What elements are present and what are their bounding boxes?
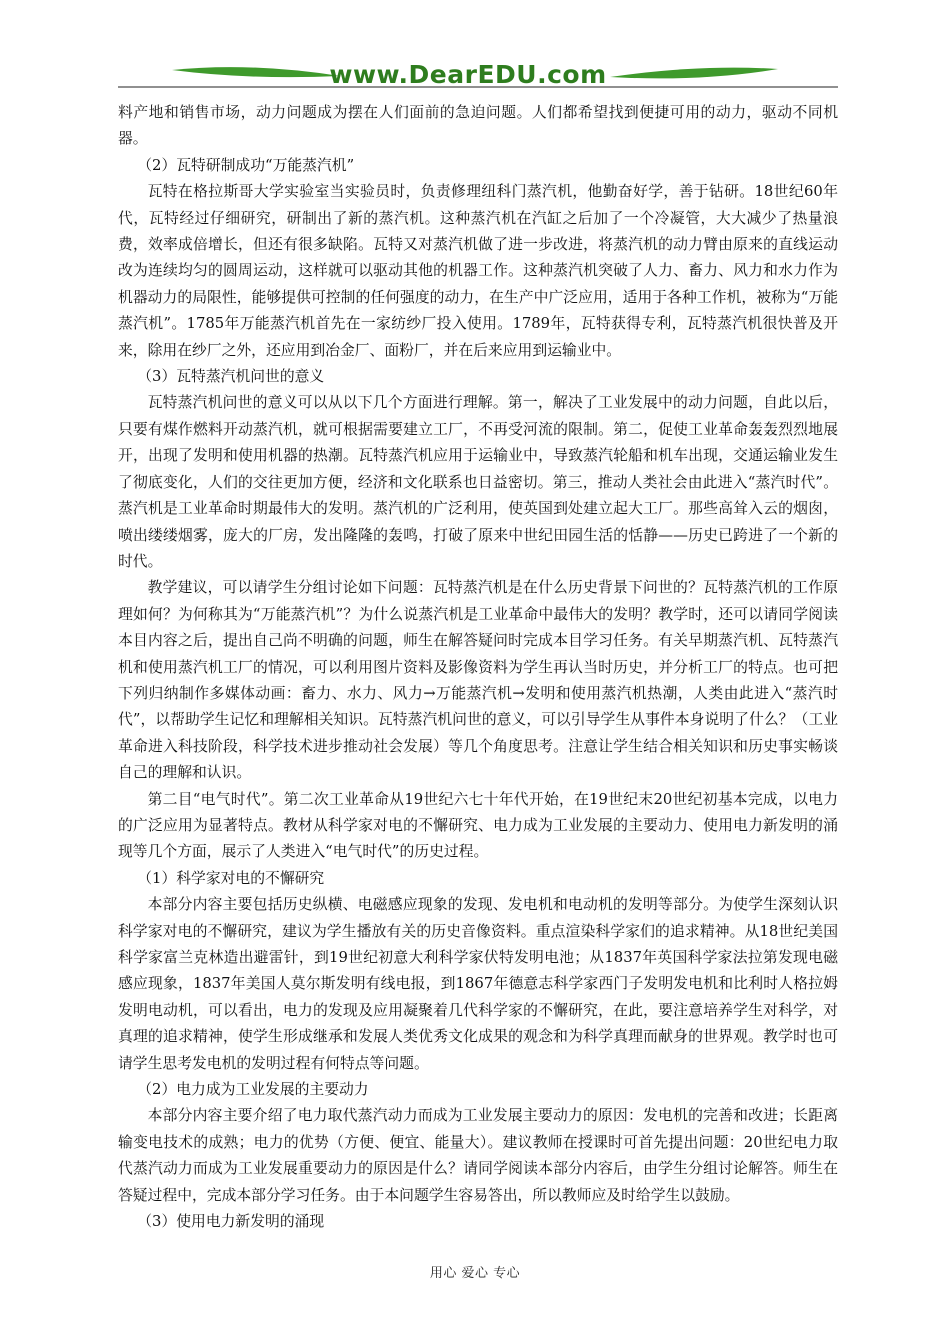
body-paragraph: 瓦特蒸汽机问世的意义可以从以下几个方面进行理解。第一，解决了工业发展中的动力问题，自此以后，只要有煤作燃料开动蒸汽机，就可根据需要建立工厂，不再受河流的限制。第二，促使工业革命轰轰烈烈地展开，出现了发明和使用机器的热潮。瓦特蒸汽机应用于运输业中，导致蒸汽轮船和机车出现，交通运输业发生了彻底变化，人们的交往更加方便，经济和文化联系也日益密切。第三，推动人类社会由此进入“蒸汽时代”。蒸汽机是工业革命时期最伟大的发明。蒸汽机的广泛利用，使英国到处建立起大工厂。那些高耸入云的烟囱，喷出缕缕烟雾，庞大的厂房，发出隆隆的轰鸣，打破了原来中世纪田园生活的恬静——历史已跨进了一个新的时代。 [118, 394, 838, 570]
section-heading: （3）使用电力新发明的涌现 [137, 1213, 325, 1231]
body-paragraph: 本部分内容主要包括历史纵横、电磁感应现象的发现、发电机和电动机的发明等部分。为使学生深刻认识科学家对电的不懈研究，建议为学生播放有关的历史音像资料。重点渲染科学家们的追求精神。从18世纪美国科学家富兰克林造出避雷针，到19世纪初意大利科学家伏特发明电池；从1837年英国科学家法拉第发现电磁感应现象，1837年美国人莫尔斯发明有线电报，到1867年德意志科学家西门子发明发电机和比利时人格拉姆发明电动机，可以看出，电力的发现及应用凝聚着几代科学家的不懈研究，在此，要注意培养学生对科学，对真理的追求精神，使学生形成继承和发展人类优秀文化成果的观念和为科学真理而献身的世界观。教学时也可请学生思考发电机的发明过程有何特点等问题。 [118, 896, 838, 1072]
document-body [118, 100, 838, 1235]
body-paragraph: 教学建议，可以请学生分组讨论如下问题：瓦特蒸汽机是在什么历史背景下问世的？瓦特蒸汽机的工作原理如何？为何称其为“万能蒸汽机”？为什么说蒸汽机是工业革命中最伟大的发明？教学时，还可以请同学阅读本目内容之后，提出自己尚不明确的问题，师生在解答疑问时完成本目学习任务。有关早期蒸汽机、瓦特蒸汽机和使用蒸汽机工厂的情况，可以利用图片资料及影像资料为学生再认当时历史，并分析工厂的特点。也可把下列归纳制作多媒体动画：畜力、水力、风力→万能蒸汽机→发明和使用蒸汽机热潮，人类由此进入“蒸汽时代”，以帮助学生记忆和理解相关知识。瓦特蒸汽机问世的意义，可以引导学生从事件本身说明了什么？（工业革命进入科技阶段，科学技术进步推动社会发展）等几个角度思考。注意让学生结合相关知识和历史事实畅谈自己的理解和认识。 [118, 579, 838, 782]
section-heading: （1）科学家对电的不懈研究 [137, 869, 325, 887]
site-logo-text: www.DearEDU.com [329, 60, 607, 89]
left-green-swoosh [172, 67, 340, 77]
page-footer: 用心 爱心 专心 [429, 1266, 521, 1281]
body-paragraph: 料产地和销售市场，动力问题成为摆在人们面前的急迫问题。人们都希望找到便捷可用的动力，驱动不同机器。 [118, 104, 838, 148]
section-heading: （2）瓦特研制成功“万能蒸汽机” [137, 156, 355, 174]
right-green-swoosh [610, 68, 778, 79]
body-paragraph: 本部分内容主要介绍了电力取代蒸汽动力而成为工业发展主要动力的原因：发电机的完善和改进；长距离输变电技术的成熟；电力的优势（方便、便宜、能量大）。建议教师在授课时可首先提出问题：20世纪电力取代蒸汽动力而成为工业发展重要动力的原因是什么？请同学阅读本部分内容后，由学生分组讨论解答。师生在答疑过程中，完成本部分学习任务。由于本问题学生容易答出，所以教师应及时给学生以鼓励。 [118, 1107, 838, 1204]
page-header [0, 0, 950, 100]
section-heading: （3）瓦特蒸汽机问世的意义 [137, 368, 325, 386]
section-heading: （2）电力成为工业发展的主要动力 [137, 1081, 369, 1099]
body-paragraph: 第二目“电气时代”。第二次工业革命从19世纪六七十年代开始，在19世纪末20世纪初基本完成，以电力的广泛应用为显著特点。教材从科学家对电的不懈研究、电力成为工业发展的主要动力、使用电力新发明的涌现等几个方面，展示了人类进入“电气时代”的历史过程。 [118, 790, 838, 861]
body-paragraph: 瓦特在格拉斯哥大学实验室当实验员时，负责修理纽科门蒸汽机，他勤奋好学，善于钻研。18世纪60年代，瓦特经过仔细研究，研制出了新的蒸汽机。这种蒸汽机在汽缸之后加了一个冷凝管，大大减少了热量浪费，效率成倍增长，但还有很多缺陷。瓦特又对蒸汽机做了进一步改进，将蒸汽机的动力臂由原来的直线运动改为连续均匀的圆周运动，这样就可以驱动其他的机器工作。这种蒸汽机突破了人力、畜力、风力和水力作为机器动力的局限性，能够提供可控制的任何强度的动力，在生产中广泛应用，适用于各种工作机，被称为“万能蒸汽机”。1785年万能蒸汽机首先在一家纺纱厂投入使用。1789年，瓦特获得专利，瓦特蒸汽机很快普及开来，除用在纱厂之外，还应用到冶金厂、面粉厂，并在后来应用到运输业中。 [118, 183, 838, 359]
